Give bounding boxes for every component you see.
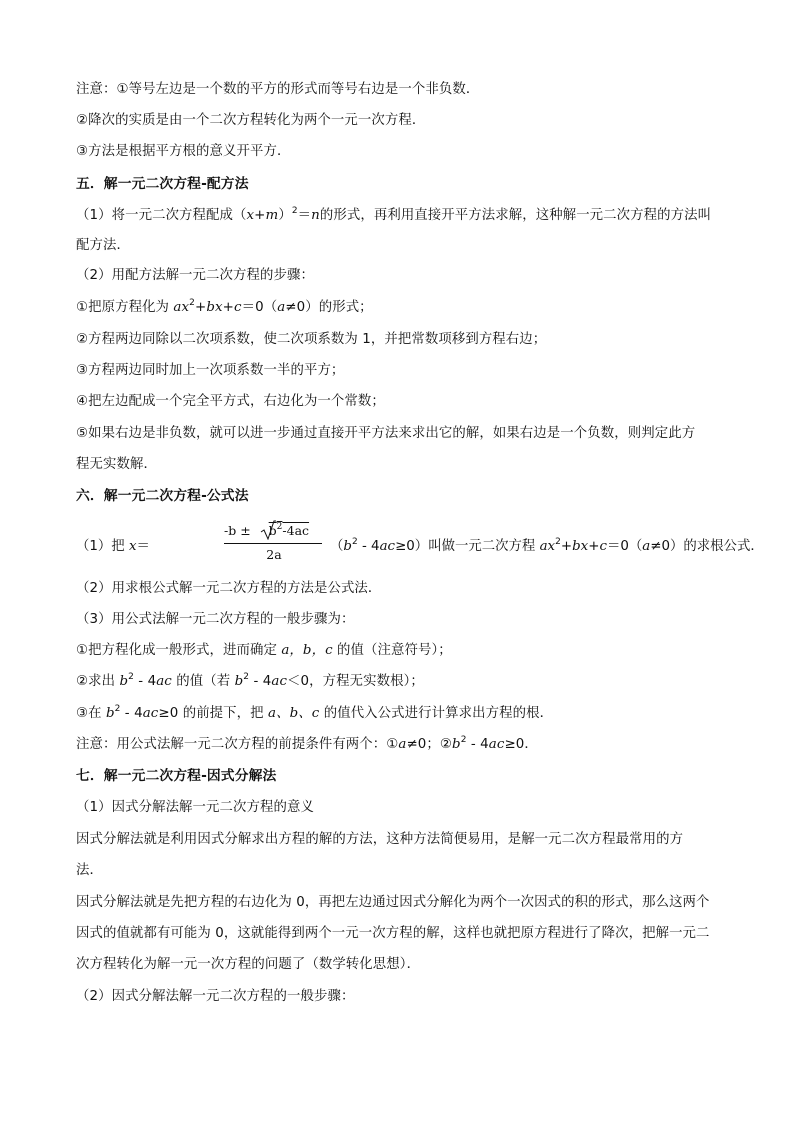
quadratic-formula-line — [76, 521, 764, 565]
sec5-para2: （2）用配方法解一元二次方程的步骤： — [76, 268, 314, 283]
sec7-para4: （2）因式分解法解一元二次方程的一般步骤： — [76, 989, 355, 1004]
section-5-title: 五．解一元二次方程-配方法 — [76, 176, 249, 192]
section-7-title: 七．解一元二次方程-因式分解法 — [76, 768, 277, 784]
sec5-step1: ①把原方程化为 $ax^2+bx+c=0(a\ne 0)$的形式； — [76, 298, 373, 315]
sec6-step3: ③在 $b^2 - 4ac\ge 0$ 的前提下，把 a、b、c 的值代入公式进行计算求出方程的根． — [76, 704, 554, 721]
sec7-para2-line1: 因式分解法就是利用因式分解求出方程的解的方法，这种方法简便易用，是解一元二次方程最常用的方 — [76, 832, 684, 847]
sec6-step2: ②求出 $b^2 - 4ac$ 的值（若 $b^2 - 4ac<0$，方程无实数根）； — [76, 672, 424, 689]
fraction-bar — [224, 543, 322, 544]
note-line-2: ②降次的实质是由一个二次方程转化为两个一元一次方程． — [76, 113, 426, 128]
sec7-para3-line2: 因式的值就都有可能为 0，这就能得到两个一元一次方程的解，这样也就把原方程进行了降次，把解一元二 — [76, 926, 710, 941]
sec5-step2: ②方程两边同除以二次项系数，使二次项系数为 1，并把常数项移到方程右边； — [76, 332, 547, 347]
fraction-numerator: $-b \pm b^2-4ac$ — [224, 522, 310, 538]
sec5-step3: ③方程两边同时加上一次项系数一半的平方； — [76, 363, 345, 378]
formula-prefix: （1）把 x＝ — [76, 539, 150, 554]
fraction-denominator: 2a — [266, 547, 282, 562]
radicand: $b^2-4ac$ — [268, 522, 310, 538]
sec5-step5-line1: ⑤如果右边是非负数，就可以进一步通过直接开平方法来求出它的解，如果右边是一个负数，则判定此方 — [76, 426, 696, 441]
sec6-para2: （2）用求根公式解一元二次方程的方法是公式法． — [76, 581, 382, 596]
sec6-step1: ①把方程化成一般形式，进而确定 a，b，c 的值（注意符号）； — [76, 643, 452, 658]
sec5-para1-line2: 配方法． — [76, 238, 130, 253]
sec7-para2-line2: 法． — [76, 863, 103, 878]
note-line-1: 注意：①等号左边是一个数的平方的形式而等号右边是一个非负数． — [76, 82, 480, 97]
sec5-step5-line2: 程无实数解． — [76, 457, 157, 472]
formula-suffix: $(b^2 - 4ac\ge 0)$叫做一元二次方程 $ax^2+bx+c=0(a\ne 0)$的求根公式． — [330, 537, 764, 554]
sec5-para1-line1: （1）将一元二次方程配成$(x+m)^2=n$的形式，再利用直接开平方法求解，这种解一元二次方程的方法叫 — [76, 206, 712, 223]
sec6-note: 注意：用公式法解一元二次方程的前提条件有两个：①a≠0；$②b^2 - 4ac\ge 0$． — [76, 735, 538, 752]
sec7-para3-line1: 因式分解法就是先把方程的右边化为 0，再把左边通过因式分解化为两个一次因式的积的形式，那么这两个 — [76, 895, 710, 910]
quadratic-formula-fraction — [224, 521, 324, 565]
square-root-icon — [260, 520, 276, 540]
note-line-3: ③方法是根据平方根的意义开平方． — [76, 144, 291, 159]
sec7-para3-line3: 次方程转化为解一元一次方程的问题了（数学转化思想）． — [76, 957, 421, 972]
sec5-step4: ④把左边配成一个完全平方式，右边化为一个常数； — [76, 394, 385, 409]
section-6-title: 六．解一元二次方程-公式法 — [76, 488, 249, 504]
sec7-para1: （1）因式分解法解一元二次方程的意义 — [76, 800, 314, 815]
sec6-para3: （3）用公式法解一元二次方程的一般步骤为： — [76, 612, 355, 627]
